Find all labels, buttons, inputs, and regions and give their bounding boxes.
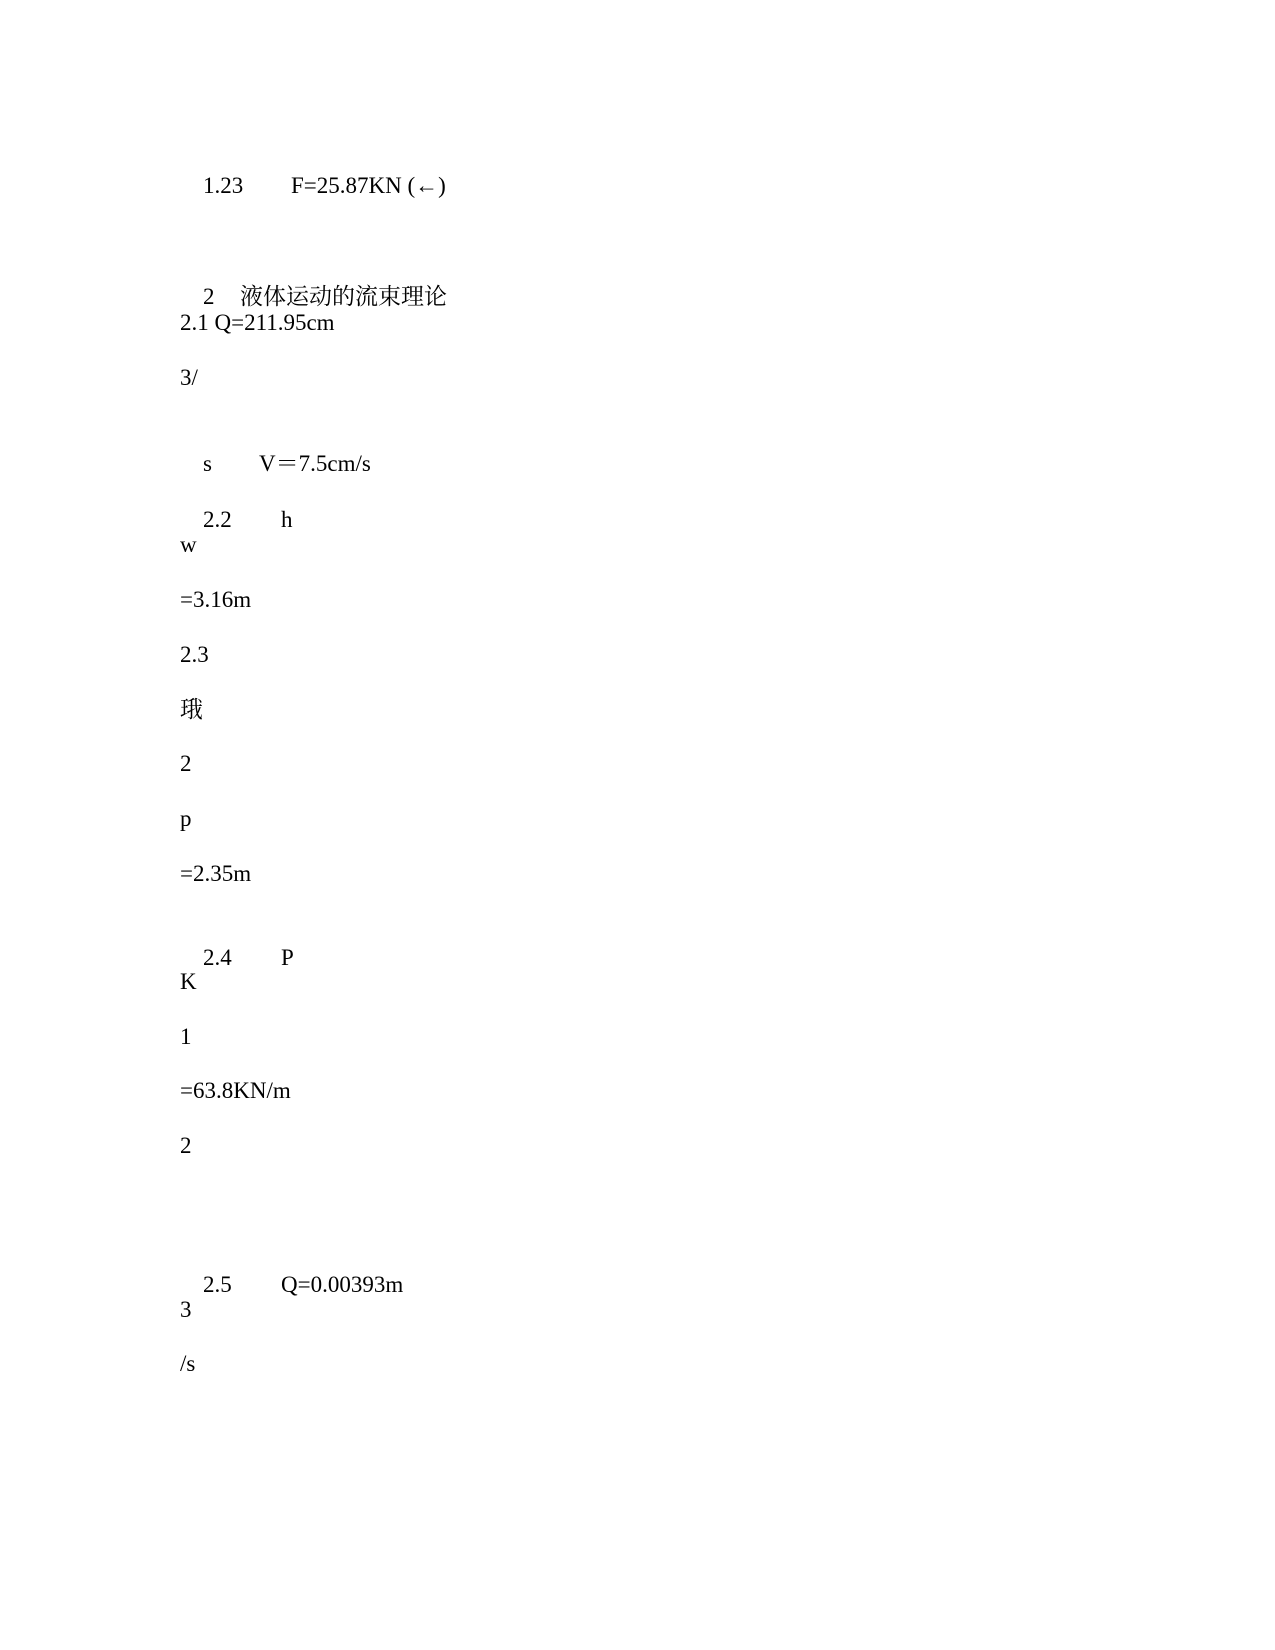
section-number: 2: [203, 284, 215, 309]
answer-2-3: 2.3: [180, 642, 209, 667]
answer-text: Q=0.00393m: [281, 1272, 404, 1297]
answer-line: 2: [180, 751, 192, 776]
answer-line: 2: [180, 1133, 192, 1158]
answer-2-4: [180, 913, 294, 1003]
answer-line: /s: [180, 1351, 196, 1376]
answer-text: P: [281, 945, 294, 970]
answer-text: h: [281, 507, 293, 532]
answer-text: F=25.87KN (←): [291, 173, 446, 198]
answer-2-5: [180, 1240, 403, 1330]
answer-line: =3.16m: [180, 587, 252, 612]
answer-fragment: V＝7.5cm/s: [259, 451, 371, 476]
answer-fragment: s: [203, 451, 212, 476]
answer-line: =63.8KN/m: [180, 1078, 291, 1103]
answer-line: 珴: [180, 697, 203, 722]
answer-line: 3: [180, 1297, 192, 1322]
item-number: 2.4: [203, 945, 232, 970]
answer-line: p: [180, 806, 192, 831]
answer-line: 1: [180, 1024, 192, 1049]
item-number: 2.5: [203, 1272, 232, 1297]
answer-line: K: [180, 969, 197, 994]
answer-line: =2.35m: [180, 861, 252, 886]
item-number: 1.23: [203, 173, 244, 198]
answer-line: 3/: [180, 365, 198, 390]
item-number: 2.2: [203, 507, 232, 532]
answer-line: w: [180, 532, 197, 557]
section-title: 液体运动的流束理论: [240, 284, 447, 309]
answer-1-23: [180, 141, 446, 231]
answer-2-1: 2.1 Q=211.95cm: [180, 310, 335, 335]
